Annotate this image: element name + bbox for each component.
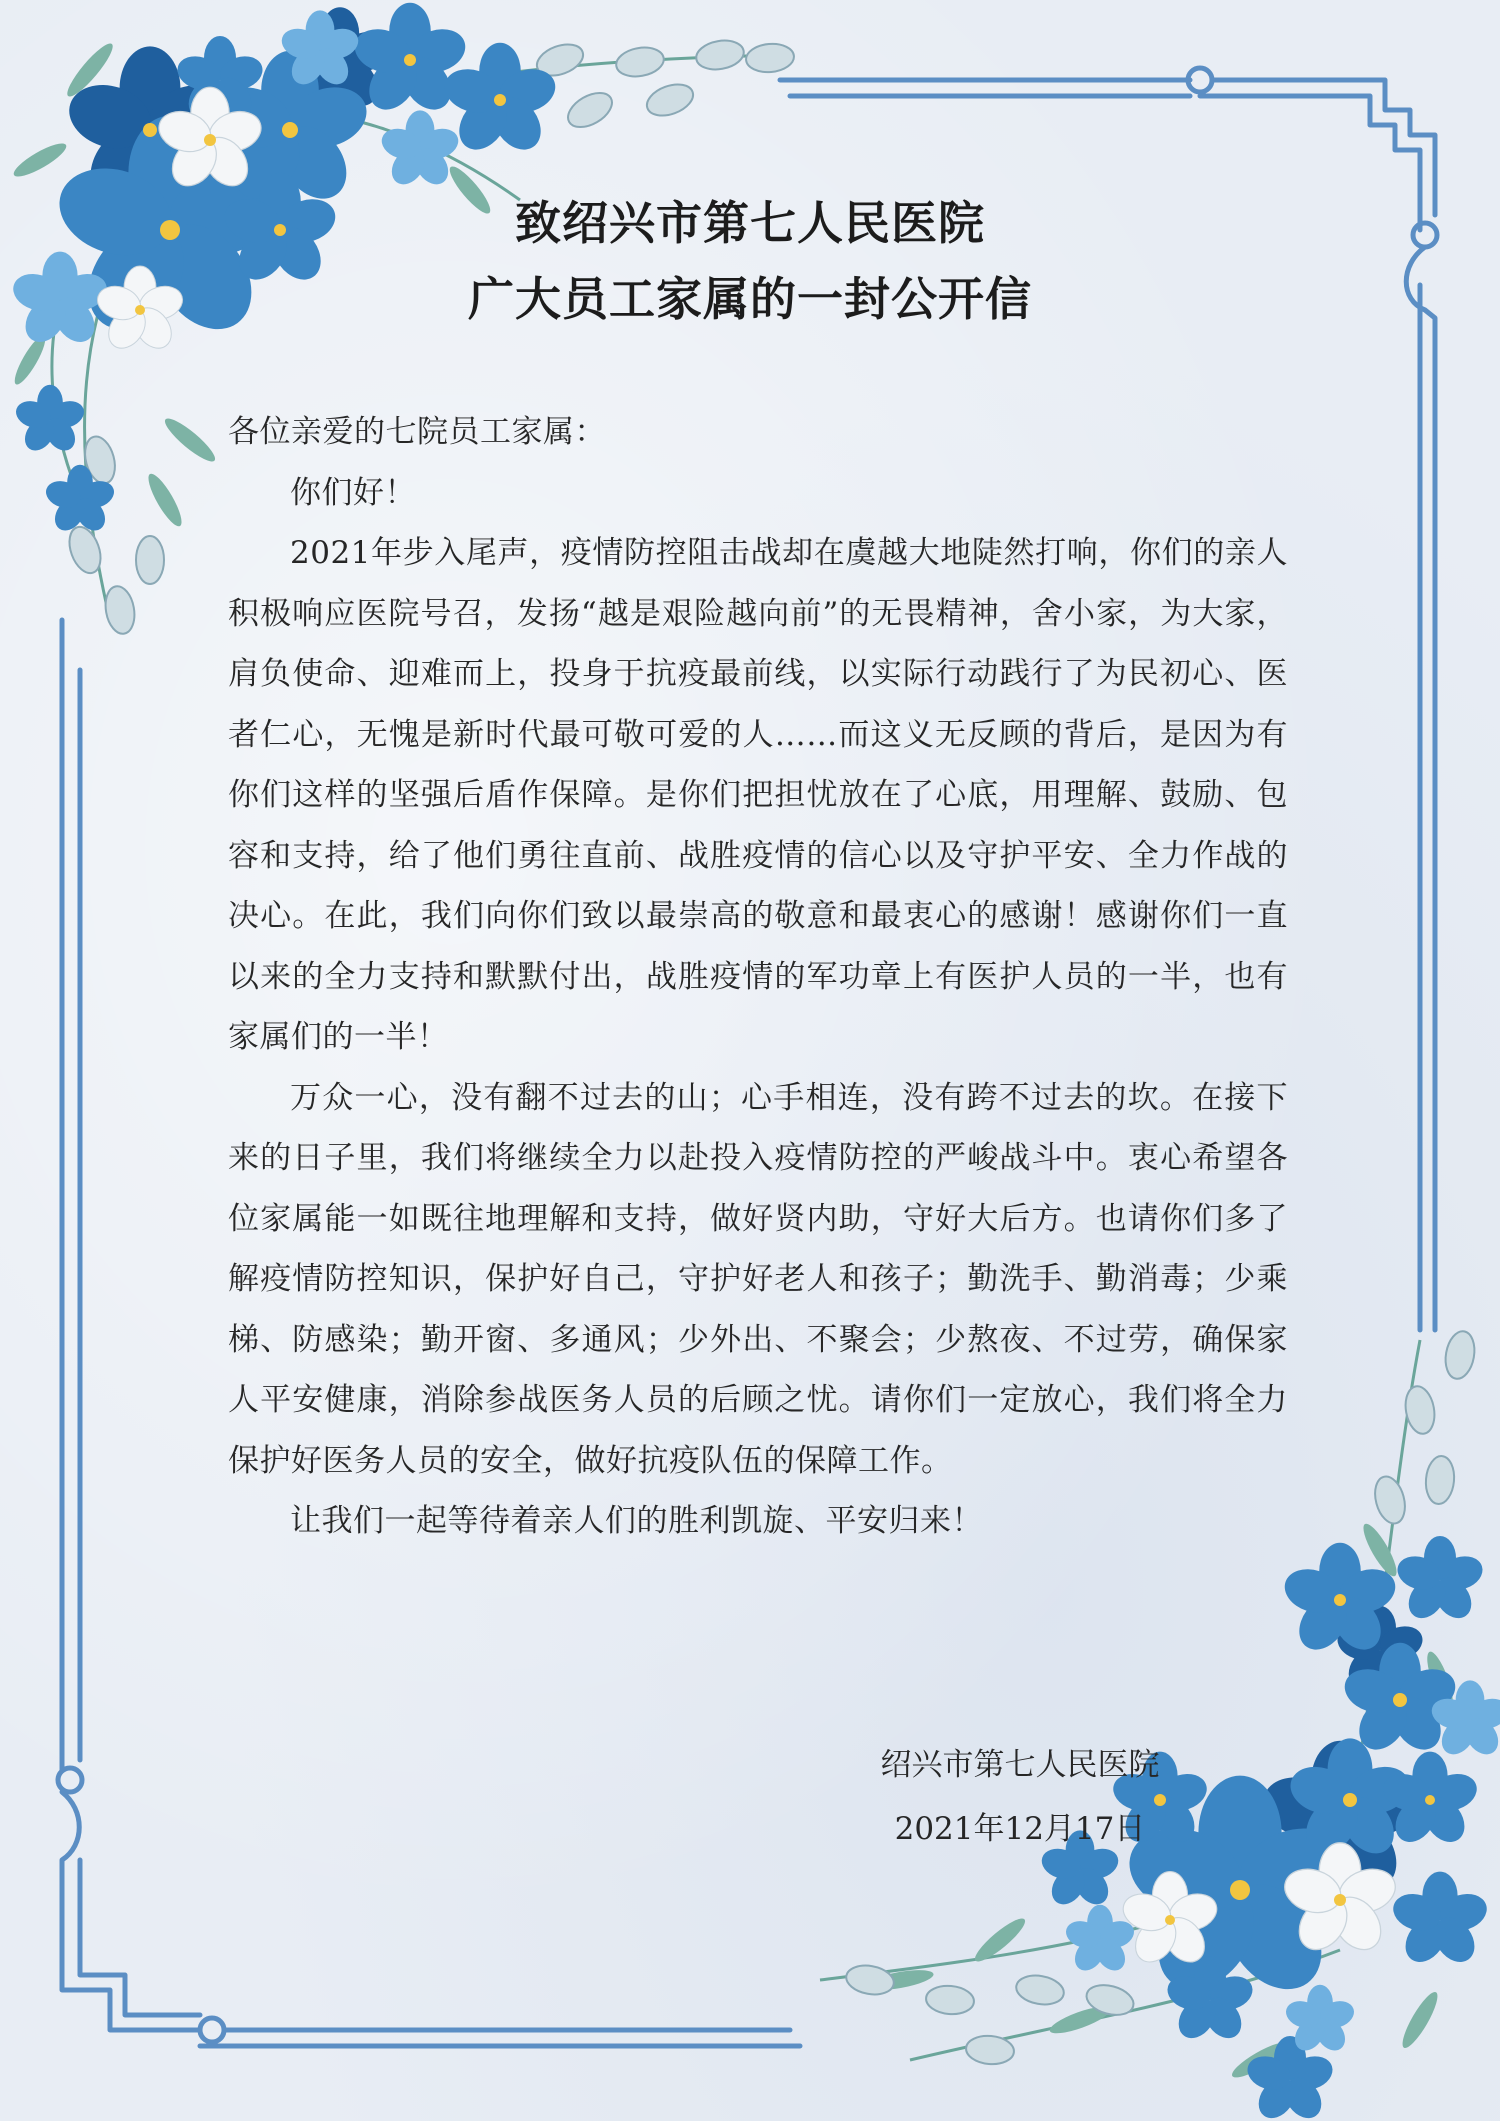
paragraph-2: 万众一心，没有翻不过去的山；心手相连，没有跨不过去的坎。在接下来的日子里，我们将继续全力以赴投入疫情防控的严峻战斗中。衷心希望各位家属能一如既往地理解和支持，做好贤内助，守好大后方。也请你们多了解疫情防控知识，保护好自己，守护好老人和孩子；勤洗手、勤消毒；少乘梯、防感染；勤开窗、多通风；少外出、不聚会；少熬夜、不过劳，确保家人平安健康，消除参战医务人员的后顾之忧。请你们一定放心，我们将全力保护好医务人员的安全，做好抗疫队伍的保障工作。 — [228, 1079, 1288, 1479]
letter-body — [228, 402, 1288, 1552]
paragraph-3: 让我们一起等待着亲人们的胜利凯旋、平安归来！ — [290, 1503, 983, 1539]
date: 2021年12月17日 — [894, 1811, 1146, 1847]
greeting: 你们好！ — [290, 474, 416, 511]
letter-title — [300, 185, 1200, 337]
title-line-1: 致绍兴市第七人民医院 — [515, 196, 985, 250]
signature-block — [780, 1733, 1260, 1861]
title-line-2: 广大员工家属的一封公开信 — [468, 272, 1032, 326]
signature: 绍兴市第七人民医院 — [880, 1747, 1160, 1783]
salutation: 各位亲爱的七院员工家属： — [228, 414, 606, 450]
paragraph-1: 2021年步入尾声，疫情防控阻击战却在虞越大地陡然打响，你们的亲人积极响应医院号召，发扬“越是艰险越向前”的无畏精神，舍小家，为大家，肩负使命、迎难而上，投身于抗疫最前线，以实际行动践行了为民初心、医者仁心，无愧是新时代最可敬可爱的人……而这义无反顾的背后，是因为有你们这样的坚强后盾作保障。是你们把担忧放在了心底，用理解、鼓励、包容和支持，给了他们勇往直前、战胜疫情的信心以及守护平安、全力作战的决心。在此，我们向你们致以最崇高的敬意和最衷心的感谢！感谢你们一直以来的全力支持和默默付出，战胜疫情的军功章上有医护人员的一半，也有家属们的一半！ — [228, 535, 1288, 1055]
